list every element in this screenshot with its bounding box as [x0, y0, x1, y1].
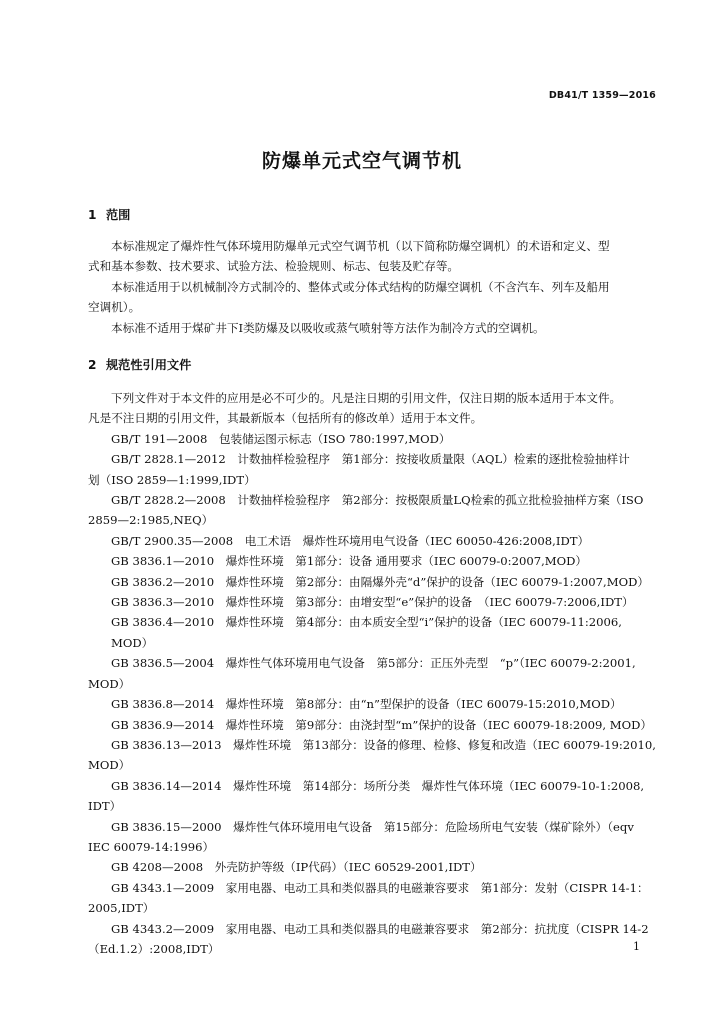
line: 空调机）。: [88, 300, 141, 315]
reference-line: GB 3836.8—2014 爆炸性环境 第8部分：由“n”型保护的设备（IEC 60079-15:2010,MOD）: [111, 697, 622, 712]
reference-line: GB/T 2900.35—2008 电工术语 爆炸性环境用电气设备（IEC 60050-426:2008,IDT）: [111, 533, 590, 548]
line: 本标准适用于以机械制冷方式制冷的、整体式或分体式结构的防爆空调机（不含汽车、列车及船用: [111, 279, 610, 294]
line: 凡是不注日期的引用文件，其最新版本（包括所有的修改单）适用于本文件。: [88, 411, 483, 426]
reference-line: GB 3836.14—2014 爆炸性环境 第14部分：场所分类 爆炸性气体环境（IEC 60079-10-1:2008,: [111, 778, 645, 793]
reference-line: GB 3836.2—2010 爆炸性环境 第2部分：由隔爆外壳“d”保护的设备（IEC 60079-1:2007,MOD）: [111, 574, 649, 589]
section-2-heading: [88, 356, 191, 373]
reference-line: GB/T 191—2008 包装储运图示标志（ISO 780:1997,MOD）: [111, 431, 451, 446]
line: 下列文件对于本文件的应用是必不可少的。凡是注日期的引用文件，仅注日期的版本适用于本文件。: [111, 391, 622, 405]
reference-line: （Ed.1.2）:2008,IDT）: [88, 941, 220, 956]
section-1-body: [88, 236, 656, 338]
document-code: DB41/T 1359—2016: [548, 90, 656, 101]
reference-line: GB/T 2828.2—2008 计数抽样检验程序 第2部分：按极限质量LQ检索的孤立批检验抽样方案（ISO: [111, 493, 644, 508]
reference-entry: [88, 817, 656, 858]
reference-line: IDT）: [88, 799, 122, 814]
reference-line: MOD）: [88, 676, 131, 691]
section-number: 1: [88, 208, 97, 222]
paragraph: [88, 318, 656, 338]
reference-entry: [88, 551, 656, 571]
reference-entry: [88, 857, 656, 877]
reference-entry: [88, 653, 656, 694]
page-number: 1: [633, 940, 640, 953]
reference-entry: [88, 531, 656, 551]
reference-line: 划（ISO 2859—1:1999,IDT）: [88, 472, 256, 487]
paragraph: [88, 236, 656, 277]
reference-line: GB 3836.5—2004 爆炸性气体环境用电气设备 第5部分：正压外壳型 “p”（IEC 60079-2:2001,: [111, 656, 636, 671]
section-title: 规范性引用文件: [106, 358, 192, 372]
reference-line: GB 4208—2008 外壳防护等级（IP代码）（IEC 60529-2001,IDT）: [111, 860, 482, 875]
section-number: 2: [88, 358, 97, 372]
line: 本标准规定了爆炸性气体环境用防爆单元式空气调节机（以下简称防爆空调机）的术语和定义、型: [111, 239, 610, 253]
reference-line: GB 3836.13—2013 爆炸性环境 第13部分：设备的修理、检修、修复和改造（IEC 60079-19:2010,: [111, 737, 656, 752]
section-2-body: [88, 388, 656, 959]
reference-entry: [88, 776, 656, 817]
reference-line: GB 3836.9—2014 爆炸性环境 第9部分：由浇封型“m”保护的设备（IEC 60079-18:2009, MOD）: [111, 717, 653, 732]
reference-entry: [88, 490, 656, 531]
line: 本标准不适用于煤矿井下Ⅰ类防爆及以吸收或蒸气喷射等方法作为制冷方式的空调机。: [111, 320, 545, 335]
document-title: 防爆单元式空气调节机: [261, 150, 462, 172]
reference-entry: [88, 572, 656, 592]
reference-list: [88, 429, 656, 960]
reference-entry: [88, 735, 656, 776]
reference-entry: [88, 694, 656, 714]
paragraph: [88, 388, 656, 429]
reference-line: GB 3836.15—2000 爆炸性气体环境用电气设备 第15部分：危险场所电气安装（煤矿除外）（eqv: [111, 819, 634, 834]
reference-line: GB 3836.4—2010 爆炸性环境 第4部分：由本质安全型“i”保护的设备（IEC 60079-11:2006, MOD）: [111, 615, 622, 650]
reference-entry: [88, 449, 656, 490]
reference-entry: [88, 715, 656, 735]
section-title: 范围: [106, 208, 131, 222]
reference-line: GB 4343.1—2009 家用电器、电动工具和类似器具的电磁兼容要求 第1部分：发射（CISPR 14-1：: [111, 880, 649, 895]
reference-entry: [88, 612, 656, 653]
reference-entry: [88, 429, 656, 449]
reference-line: GB 4343.2—2009 家用电器、电动工具和类似器具的电磁兼容要求 第2部分：抗扰度（CISPR 14-2: [111, 921, 649, 936]
reference-entry: [88, 592, 656, 612]
paragraph: [88, 277, 656, 318]
reference-line: GB/T 2828.1—2012 计数抽样检验程序 第1部分：按接收质量限（AQL）检索的逐批检验抽样计: [111, 452, 630, 467]
reference-entry: [88, 919, 656, 960]
reference-entry: [88, 878, 656, 919]
reference-line: MOD）: [88, 758, 131, 773]
reference-line: GB 3836.1—2010 爆炸性环境 第1部分：设备 通用要求（IEC 60079-0:2007,MOD）: [111, 554, 588, 569]
reference-line: 2859—2:1985,NEQ）: [88, 513, 214, 528]
line: 式和基本参数、技术要求、试验方法、检验规则、标志、包装及贮存等。: [88, 259, 460, 274]
reference-line: 2005,IDT）: [88, 901, 155, 916]
reference-line: IEC 60079-14:1996）: [88, 839, 215, 854]
reference-line: GB 3836.3—2010 爆炸性环境 第3部分：由增安型“e”保护的设备 （IEC 60079-7:2006,IDT）: [111, 595, 634, 610]
section-1-heading: [88, 206, 130, 223]
